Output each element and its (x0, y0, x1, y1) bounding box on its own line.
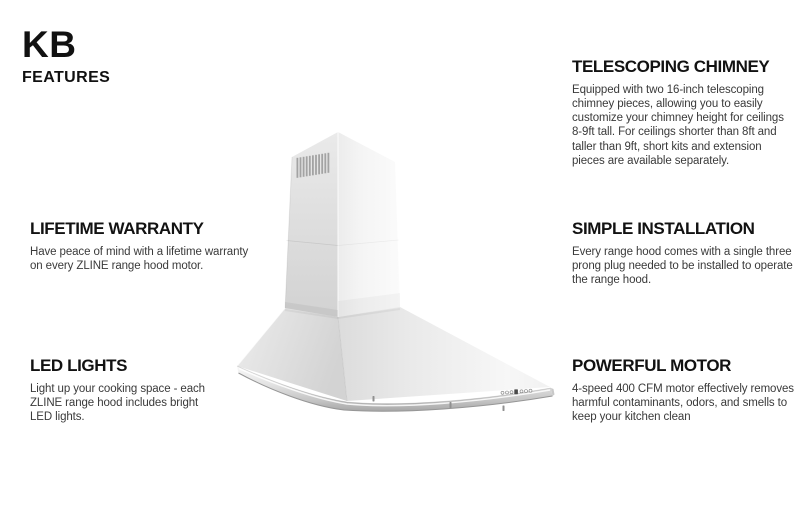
brand-block (22, 26, 110, 87)
chimney-shape (285, 132, 400, 317)
feature-body: Every range hood comes with a single three prong plug needed to be installed to operate the range hood. (572, 245, 793, 287)
feature-lifetime-warranty (30, 219, 258, 273)
features-label: FEATURES (22, 69, 111, 86)
feature-heading: SIMPLE INSTALLATION (572, 219, 755, 238)
feature-simple-installation (572, 219, 796, 287)
feature-heading: LIFETIME WARRANTY (30, 219, 204, 238)
series-title: KB (22, 24, 77, 65)
feature-body: Equipped with two 16-inch telescoping chimney pieces, allowing you to easily customize your chimney height for ceilings 8-9ft tall. For ceilings shorter than 8ft and taller than 9ft, short kits and extension pieces are available separately. (572, 83, 784, 167)
feature-heading: POWERFUL MOTOR (572, 356, 732, 375)
feature-body: Have peace of mind with a lifetime warranty on every ZLINE range hood motor. (30, 245, 249, 272)
feature-body: 4-speed 400 CFM motor effectively removes harmful contaminants, odors, and smells to keep your kitchen clean (572, 382, 794, 424)
feature-heading: LED LIGHTS (30, 356, 128, 375)
feature-telescoping-chimney (572, 57, 796, 168)
feature-heading: TELESCOPING CHIMNEY (572, 57, 770, 76)
range-hood-image (230, 105, 570, 425)
feature-led-lights (30, 356, 220, 424)
feature-body: Light up your cooking space - each ZLINE range hood includes bright LED lights. (30, 382, 205, 424)
feature-powerful-motor (572, 356, 796, 424)
